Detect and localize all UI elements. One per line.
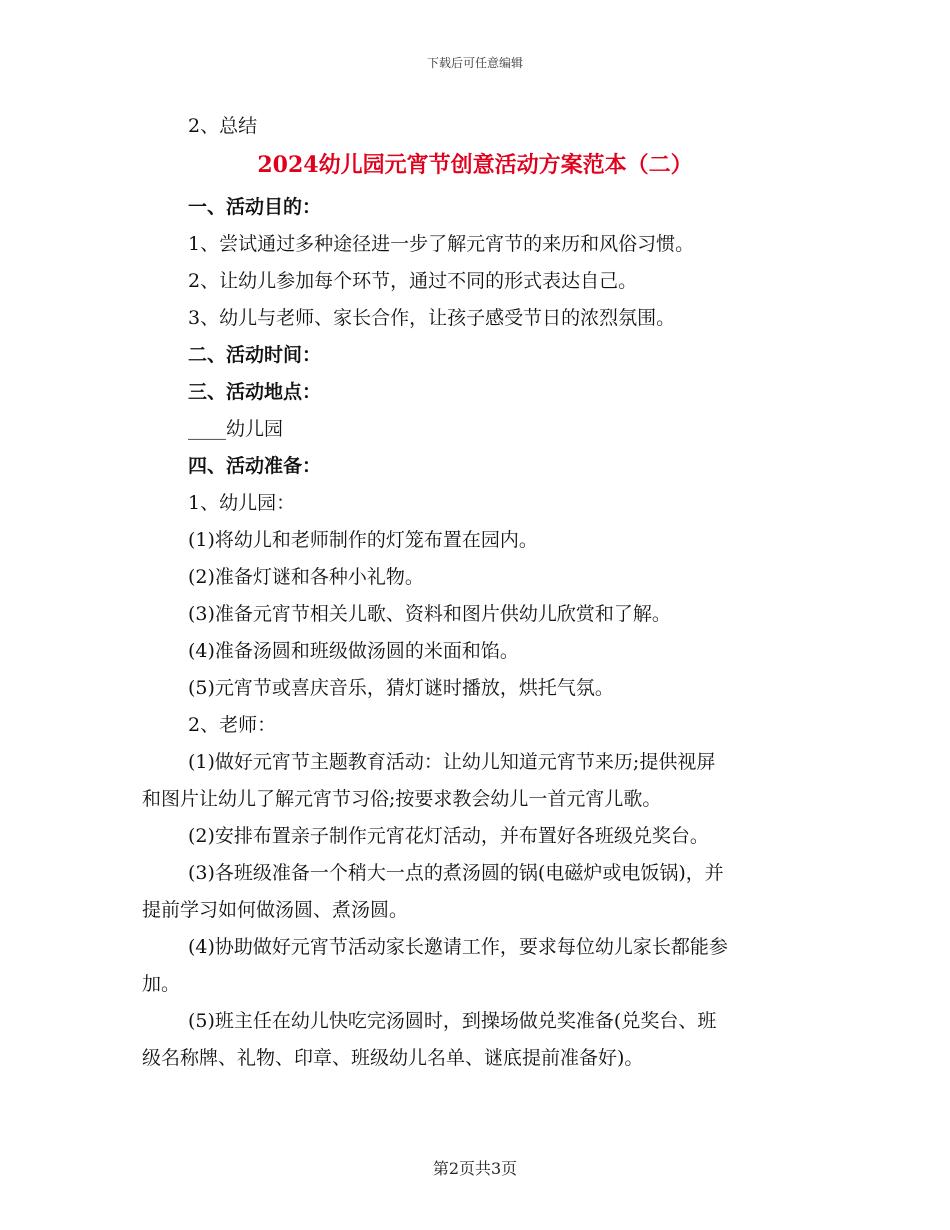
section-heading-preparation: 四、活动准备：: [188, 455, 322, 477]
paragraph-continuation: 加。: [142, 973, 181, 995]
paragraph: 3、幼儿与老师、家长合作，让孩子感受节日的浓烈氛围。: [188, 307, 676, 329]
paragraph-continuation: 级名称牌、礼物、印章、班级幼儿名单、谜底提前准备好)。: [142, 1047, 644, 1069]
section-heading-time: 二、活动时间：: [188, 344, 322, 366]
paragraph: (2)安排布置亲子制作元宵花灯活动，并布置好各班级兑奖台。: [188, 825, 709, 847]
paragraph: ____幼儿园: [188, 418, 284, 440]
paragraph-continuation: 和图片让幼儿了解元宵节习俗;按要求教会幼儿一首元宵儿歌。: [142, 788, 662, 810]
section-heading-goal: 一、活动目的：: [188, 196, 322, 218]
paragraph: 1、尝试通过多种途径进一步了解元宵节的来历和风俗习惯。: [188, 233, 695, 255]
paragraph: (3)各班级准备一个稍大一点的煮汤圆的锅(电磁炉或电饭锅)，并: [188, 862, 724, 884]
prev-section-item: 2、总结: [188, 115, 258, 137]
paragraph: (5)元宵节或喜庆音乐，猜灯谜时播放，烘托气氛。: [188, 677, 614, 699]
page-footer: 第2页共3页: [432, 1159, 518, 1178]
section-heading-location: 三、活动地点：: [188, 381, 322, 403]
paragraph: (1)做好元宵节主题教育活动：让幼儿知道元宵节来历;提供视屏: [188, 751, 716, 773]
paragraph: 1、幼儿园：: [188, 492, 296, 514]
paragraph: (2)准备灯谜和各种小礼物。: [188, 566, 424, 588]
paragraph: (3)准备元宵节相关儿歌、资料和图片供幼儿欣赏和了解。: [188, 603, 671, 625]
paragraph: 2、让幼儿参加每个环节，通过不同的形式表达自己。: [188, 270, 638, 292]
paragraph-continuation: 提前学习如何做汤圆、煮汤圆。: [142, 899, 409, 921]
paragraph: (5)班主任在幼儿快吃完汤圆时，到操场做兑奖准备(兑奖台、班: [188, 1010, 717, 1032]
paragraph: 2、老师：: [188, 714, 277, 736]
paragraph: (1)将幼儿和老师制作的灯笼布置在园内。: [188, 529, 538, 551]
page-header: 下载后可任意编辑: [426, 56, 523, 70]
paragraph: (4)协助做好元宵节活动家长邀请工作，要求每位幼儿家长都能参: [188, 936, 728, 958]
document-title: 2024幼儿园元宵节创意活动方案范本（二）: [257, 152, 693, 178]
paragraph: (4)准备汤圆和班级做汤圆的米面和馅。: [188, 640, 519, 662]
